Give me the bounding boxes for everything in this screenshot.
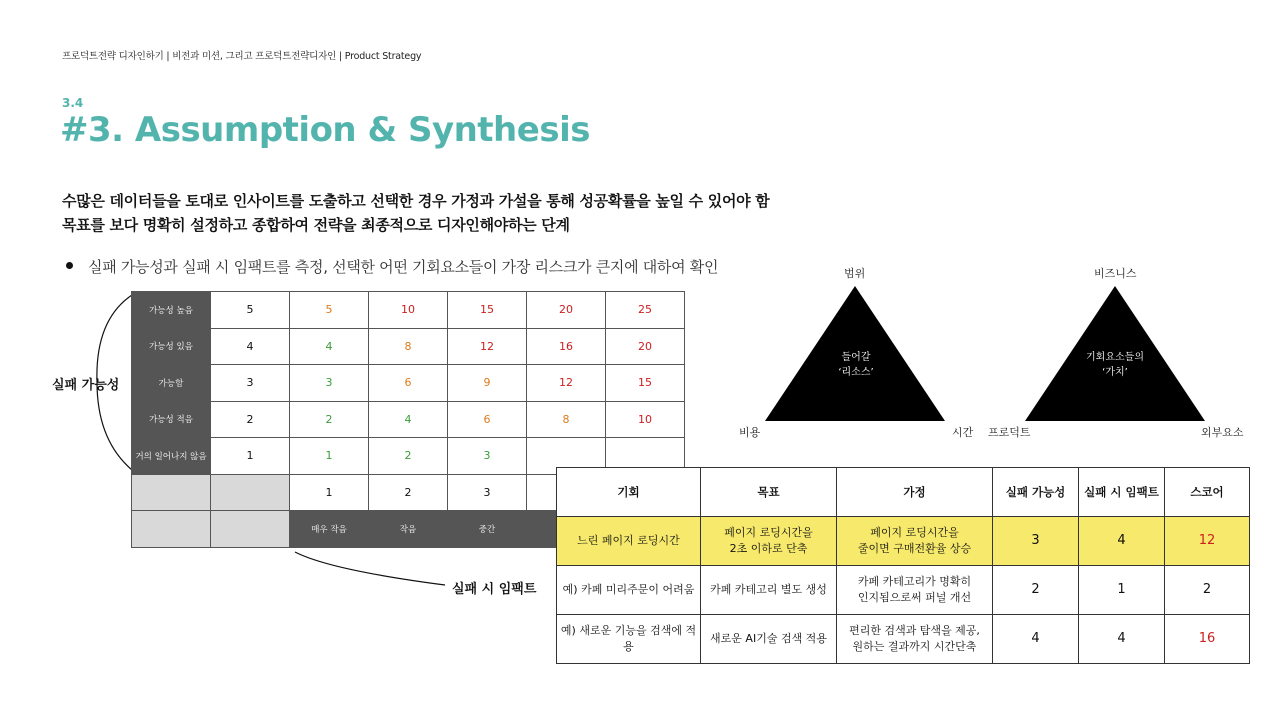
matrix-cell: 16 — [527, 328, 606, 365]
score-cell: 16 — [1165, 615, 1250, 664]
blank-cell — [132, 474, 211, 511]
likelihood-cell: 2 — [993, 566, 1079, 615]
header-score: 스코어 — [1165, 468, 1250, 517]
blank-cell — [211, 474, 290, 511]
impact-cell: 4 — [1079, 615, 1165, 664]
bullet-text: 실패 가능성과 실패 시 임팩트를 측정, 선택한 어떤 기회요소들이 가장 리스크가 큰지에 대하여 확인 — [88, 258, 719, 276]
assumption-line-1: 편리한 검색과 탐색을 제공, — [849, 624, 980, 637]
matrix-cell: 15 — [448, 292, 527, 329]
description-line-1: 수많은 데이터들을 토대로 인사이트를 도출하고 선택한 경우 가정과 가설을 통해 성공확률을 높일 수 있어야 함 — [62, 192, 770, 210]
page-header: 프로덕트전략 디자인하기 | 비전과 미션, 그리고 프로덕트전략디자인 | Product Strategy — [62, 51, 422, 62]
risk-center-line-2: ‘리소스’ — [838, 367, 874, 378]
risk-triangle-left-label: 비용 — [739, 426, 761, 439]
matrix-cell: 4 — [290, 328, 369, 365]
section-number: 3.4 — [62, 96, 84, 110]
col-weight: 1 — [290, 474, 369, 511]
goal-cell — [701, 517, 837, 566]
matrix-cell: 20 — [527, 292, 606, 329]
goal-cell: 새로운 AI기술 검색 적용 — [701, 615, 837, 664]
row-weight: 2 — [211, 401, 290, 438]
likelihood-cell: 4 — [993, 615, 1079, 664]
row-label: 가능성 있음 — [132, 328, 211, 365]
row-weight: 3 — [211, 365, 290, 402]
x-axis-label: 실패 시 임팩트 — [452, 582, 537, 597]
goal-line-1: 페이지 로딩시간을 — [724, 526, 813, 539]
matrix-row — [132, 401, 685, 438]
matrix-cell: 12 — [527, 365, 606, 402]
row-weight: 4 — [211, 328, 290, 365]
table-row — [557, 566, 1250, 615]
matrix-cell: 3 — [448, 438, 527, 475]
matrix-cell: 6 — [369, 365, 448, 402]
assumption-cell — [837, 566, 993, 615]
col-label: 작음 — [369, 511, 448, 548]
table-row — [557, 615, 1250, 664]
assumption-cell — [837, 615, 993, 664]
matrix-cell: 10 — [369, 292, 448, 329]
value-center-line-2: ‘가치’ — [1102, 367, 1128, 378]
col-label: 매우 작음 — [290, 511, 369, 548]
opportunity-cell: 느린 페이지 로딩시간 — [557, 517, 701, 566]
col-weight: 2 — [369, 474, 448, 511]
opportunity-cell: 예) 카페 미리주문이 어려움 — [557, 566, 701, 615]
row-label: 가능성 적음 — [132, 401, 211, 438]
matrix-row — [132, 328, 685, 365]
matrix-cell: 15 — [606, 365, 685, 402]
table-row — [557, 517, 1250, 566]
matrix-cell: 10 — [606, 401, 685, 438]
score-table-header — [557, 468, 1250, 517]
matrix-row — [132, 365, 685, 402]
matrix-cell: 1 — [290, 438, 369, 475]
goal-line-2: 2초 이하로 단축 — [729, 542, 808, 555]
header-assumption: 가정 — [837, 468, 993, 517]
matrix-cell: 8 — [527, 401, 606, 438]
page-title: #3. Assumption & Synthesis — [60, 110, 590, 150]
assumption-line-2: 인지됨으로써 퍼널 개선 — [857, 591, 972, 604]
value-center-line-1: 기회요소들의 — [1086, 352, 1144, 363]
impact-cell: 4 — [1079, 517, 1165, 566]
matrix-cell: 6 — [448, 401, 527, 438]
matrix-cell: 2 — [369, 438, 448, 475]
row-weight: 1 — [211, 438, 290, 475]
risk-center-line-1: 들어갈 — [841, 352, 871, 363]
blank-cell — [132, 511, 211, 548]
matrix-cell: 8 — [369, 328, 448, 365]
risk-triangle-right-label: 시간 — [952, 426, 974, 439]
header-likelihood: 실패 가능성 — [993, 468, 1079, 517]
impact-cell: 1 — [1079, 566, 1165, 615]
assumption-line-1: 카페 카테고리가 명확히 — [857, 575, 972, 588]
risk-triangle-top-label: 범위 — [844, 267, 866, 280]
matrix-cell: 12 — [448, 328, 527, 365]
row-label: 거의 일어나지 않음 — [132, 438, 211, 475]
description-line-2: 목표를 보다 명확히 설정하고 종합하여 전략을 최종적으로 디자인해야하는 단계 — [62, 216, 570, 234]
row-weight: 5 — [211, 292, 290, 329]
matrix-cell: 25 — [606, 292, 685, 329]
assumption-cell — [837, 517, 993, 566]
col-label: 중간 — [448, 511, 527, 548]
likelihood-cell: 3 — [993, 517, 1079, 566]
value-triangle-center — [1075, 350, 1155, 380]
assumption-line-2: 원하는 결과까지 시간단축 — [852, 640, 977, 653]
x-axis-bracket — [295, 552, 445, 585]
assumption-line-1: 페이지 로딩시간을 — [870, 526, 959, 539]
blank-cell — [211, 511, 290, 548]
row-label: 가능함 — [132, 365, 211, 402]
matrix-cell: 5 — [290, 292, 369, 329]
value-triangle-left-label: 프로덕트 — [988, 426, 1031, 439]
y-axis-label: 실패 가능성 — [52, 378, 120, 393]
goal-cell: 카페 카테고리 별도 생성 — [701, 566, 837, 615]
header-goal: 목표 — [701, 468, 837, 517]
assumption-line-2: 줄이면 구매전환율 상승 — [857, 542, 972, 555]
row-label: 가능성 높음 — [132, 292, 211, 329]
header-impact: 실패 시 임팩트 — [1079, 468, 1165, 517]
score-table — [556, 467, 1250, 664]
value-triangle-top-label: 비즈니스 — [1094, 267, 1137, 280]
matrix-cell: 20 — [606, 328, 685, 365]
risk-triangle-center — [826, 350, 886, 380]
matrix-cell: 2 — [290, 401, 369, 438]
score-cell: 12 — [1165, 517, 1250, 566]
header-opportunity: 기회 — [557, 468, 701, 517]
matrix-row — [132, 292, 685, 329]
col-weight: 3 — [448, 474, 527, 511]
opportunity-cell: 예) 새로운 기능을 검색에 적용 — [557, 615, 701, 664]
matrix-cell: 4 — [369, 401, 448, 438]
score-cell: 2 — [1165, 566, 1250, 615]
matrix-cell: 3 — [290, 365, 369, 402]
matrix-cell: 9 — [448, 365, 527, 402]
value-triangle-right-label: 외부요소 — [1201, 426, 1244, 439]
